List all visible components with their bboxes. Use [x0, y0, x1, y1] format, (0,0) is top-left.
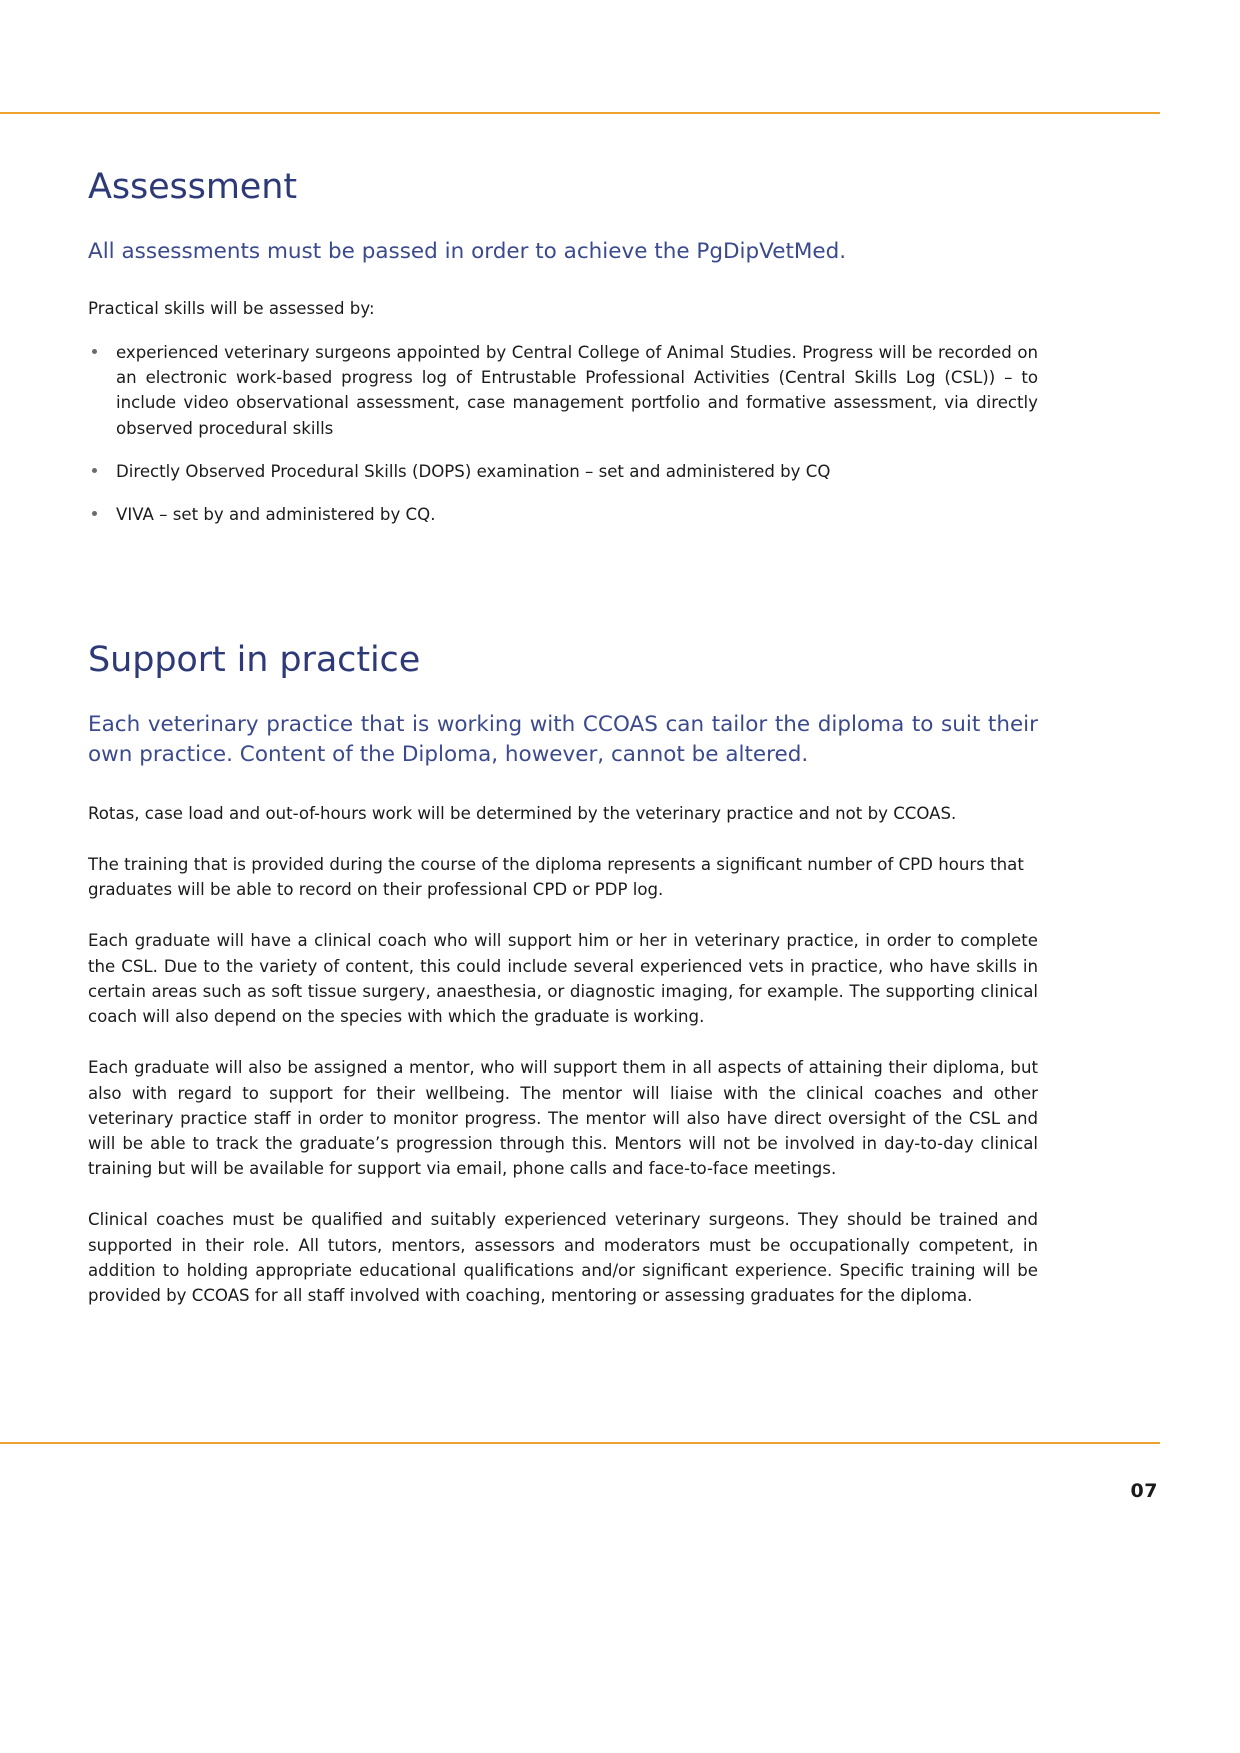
bullet-dot-icon	[92, 349, 97, 354]
list-item	[88, 459, 1038, 484]
support-paragraph-training: The training that is provided during the course of the diploma represents a significant number of CPD hours that graduates will be able to record on their professional CPD or PDP log.	[88, 854, 1024, 900]
section-support-in-practice	[88, 641, 1038, 1308]
header-rule	[0, 112, 1160, 114]
section-assessment	[88, 168, 1038, 527]
page-title: Assessment	[88, 167, 297, 207]
assessment-intro-text: Practical skills will be assessed by:	[88, 299, 375, 319]
section-spacer	[88, 545, 1038, 641]
footer-rule	[0, 1442, 1160, 1444]
list-item	[88, 502, 1038, 527]
page-number: 07	[1130, 1480, 1158, 1502]
support-paragraph-clinical-coach: Each graduate will have a clinical coach who will support him or her in veterinary practice, in order to complete the CSL. Due to the variety of content, this could include several experienced vets in practice, who have skills in certain areas such as soft tissue surgery, anaesthesia, or diagnostic imaging, for example. The supporting clinical coach will also depend on the species with which the graduate is working.	[88, 931, 1038, 1027]
support-paragraph-coach-qualifications: Clinical coaches must be qualified and suitably experienced veterinary surgeons. They should be trained and supported in their role. All tutors, mentors, assessors and moderators must be occupationally competent, in addition to holding appropriate educational qualifications and/or significant experience. Specific training will be provided by CCOAS for all staff involved with coaching, mentoring or assessing graduates for the diploma.	[88, 1210, 1038, 1306]
page-content	[88, 168, 1038, 1334]
bullet-dot-icon	[92, 468, 97, 473]
section-heading-support: Support in practice	[88, 640, 421, 681]
list-item-text: Directly Observed Procedural Skills (DOPS) examination – set and administered by CQ	[116, 461, 831, 481]
list-item	[88, 340, 1038, 441]
assessment-lead-text: All assessments must be passed in order to achieve the PgDipVetMed.	[88, 238, 847, 264]
bullet-dot-icon	[92, 511, 97, 516]
support-lead-text: Each veterinary practice that is working with CCOAS can tailor the diploma to suit their own practice. Content of the Diploma, however, cannot be altered.	[88, 711, 1038, 768]
list-item-text: experienced veterinary surgeons appointed by Central College of Animal Studies. Progress will be recorded on an electronic work-based progress log of Entrustable Professional Activities (Central Skills Log (CSL)) – to include video observational assessment, case management portfolio and formative assessment, via directly observed procedural skills	[116, 342, 1038, 438]
support-paragraph-rotas: Rotas, case load and out-of-hours work will be determined by the veterinary practice and not by CCOAS.	[88, 803, 957, 823]
list-item-text: VIVA – set by and administered by CQ.	[116, 505, 436, 524]
support-paragraph-mentor: Each graduate will also be assigned a mentor, who will support them in all aspects of attaining their diploma, but also with regard to support for their wellbeing. The mentor will liaise with the clinical coaches and other veterinary practice staff in order to monitor progress. The mentor will also have direct oversight of the CSL and will be able to track the graduate’s progression through this. Mentors will not be involved in day-to-day clinical training but will be available for support via email, phone calls and face-to-face meetings.	[88, 1058, 1038, 1179]
assessment-bullet-list	[88, 340, 1038, 527]
